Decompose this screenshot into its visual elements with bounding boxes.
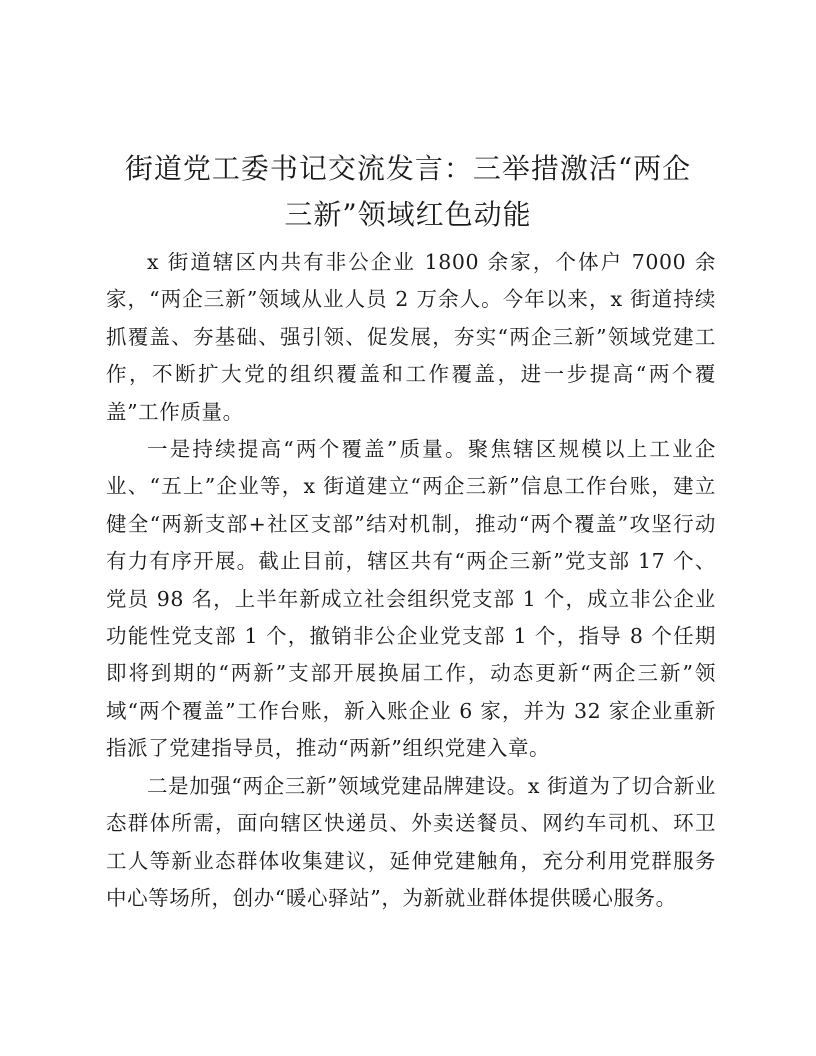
paragraph-measure-one: 一是持续提高“两个覆盖”质量。聚焦辖区规模以上工业企业、“五上”企业等，x 街道建立“两企三新”信息工作台账，建立健全“两新支部+社区支部”结对机制，推动“两个覆盖”攻坚行动有力有序开展。截止目前，辖区共有“两企三新”党支部 17 个、党员 98 名，上半年新成立社会组织党支部 1 个，成立非公企业功能性党支部 1 个，撤销非公企业党支部 1 个，指导 8 个任期即将到期的“两新”支部开展换届工作，动态更新“两企三新”领域“两个覆盖”工作台账，新入账企业 6 家，并为 32 家企业重新指派了党建指导员，推动“两新”组织党建入章。 xyxy=(106,437,716,761)
document-body xyxy=(106,244,716,917)
title-line-1: 街道党工委书记交流发言：三举措激活“两企 xyxy=(124,152,692,185)
paragraph-measure-two: 二是加强“两企三新”领域党建品牌建设。x 街道为了切合新业态群体所需，面向辖区快递员、外卖送餐员、网约车司机、环卫工人等新业态群体收集建议，延伸党建触角，充分利用党群服务中心等场所，创办“暖心驿站”，为新就业群体提供暖心服务。 xyxy=(106,773,716,910)
document-title xyxy=(96,146,720,238)
paragraph-intro: x 街道辖区内共有非公企业 1800 余家，个体户 7000 余家，“两企三新”领域从业人员 2 万余人。今年以来，x 街道持续抓覆盖、夯基础、强引领、促发展，夯实“两企三新”领域党建工作，不断扩大党的组织覆盖和工作覆盖，进一步提高“两个覆盖”工作质量。 xyxy=(106,250,716,424)
title-line-2: 三新”领域红色动能 xyxy=(284,198,532,231)
